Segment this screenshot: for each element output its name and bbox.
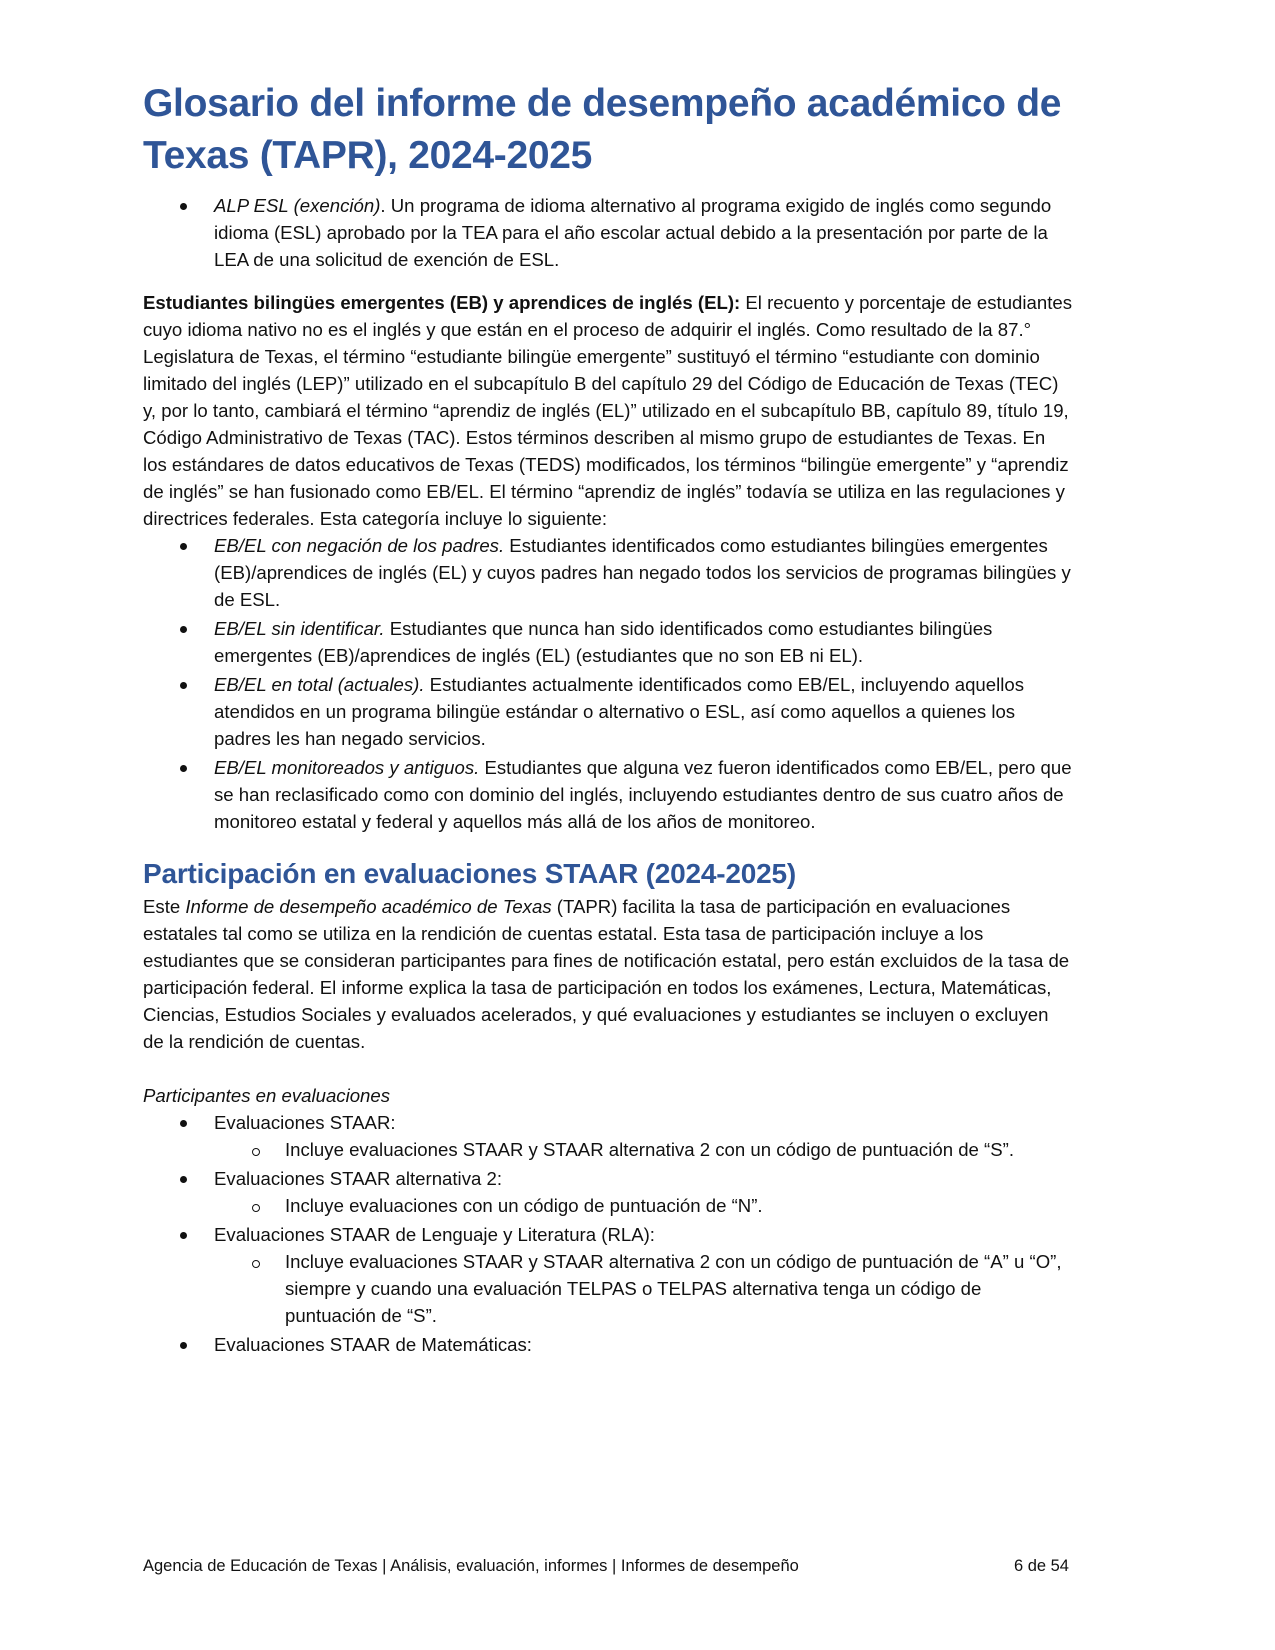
list-item: Evaluaciones STAAR alternativa 2: Incluye evaluaciones con un código de puntuación de “N”.	[214, 1165, 1073, 1219]
participants-list	[143, 1109, 1073, 1358]
bullet-icon	[180, 1232, 187, 1239]
bullet-icon	[180, 203, 187, 210]
page-footer	[143, 1555, 1073, 1577]
bullet-icon	[180, 765, 187, 772]
list-item-alp-esl: ALP ESL (exención). Un programa de idioma alternativo al programa exigido de inglés como segundo idioma (ESL) aprobado por la TEA para el año escolar actual debido a la presentación por parte de la LEA de una solicitud de exención de ESL.	[214, 192, 1073, 273]
circle-bullet-icon	[252, 1148, 260, 1156]
bullet-icon	[180, 682, 187, 689]
page-body	[143, 70, 1073, 1360]
alp-list	[143, 192, 1073, 273]
list-item: EB/EL con negación de los padres. Estudiantes identificados como estudiantes bilingües emergentes (EB)/aprendices de inglés (EL) y cuyos padres han negado todos los servicios de programas bilingües y de ESL.	[214, 532, 1073, 613]
term: ALP ESL (exención)	[214, 195, 381, 216]
list-item: Evaluaciones STAAR: Incluye evaluaciones STAAR y STAAR alternativa 2 con un código de puntuación de “S”.	[214, 1109, 1073, 1163]
bullet-icon	[180, 1176, 187, 1183]
term: Estudiantes bilingües emergentes (EB) y aprendices de inglés (EL):	[143, 292, 741, 313]
section-heading: Participación en evaluaciones STAAR (2024-2025)	[143, 858, 797, 889]
list-item: Evaluaciones STAAR de Lenguaje y Literatura (RLA): Incluye evaluaciones STAAR y STAAR alternativa 2 con un código de puntuación de “A” u “O”, siempre y cuando una evaluación TELPAS o TELPAS alternativa tenga un código de puntuación de “S”.	[214, 1221, 1073, 1329]
list-item: EB/EL en total (actuales). Estudiantes actualmente identificados como EB/EL, incluyendo aquellos atendidos en un programa bilingüe estándar o alternativo o ESL, así como aquellos a quienes los padres les han negado servicios.	[214, 671, 1073, 752]
bullet-icon	[180, 626, 187, 633]
list-item: EB/EL monitoreados y antiguos. Estudiantes que alguna vez fueron identificados como EB/EL, pero que se han reclasificado como con dominio del inglés, incluyendo estudiantes dentro de sus cuatro años de monitoreo estatal y federal y aquellos más allá de los años de monitoreo.	[214, 754, 1073, 835]
sub-list-item: Incluye evaluaciones STAAR y STAAR alternativa 2 con un código de puntuación de “A” u “O”, siempre y cuando una evaluación TELPAS o TELPAS alternativa tenga un código de puntuación de “S”.	[285, 1248, 1073, 1329]
footer-text: Agencia de Educación de Texas | Análisis, evaluación, informes | Informes de desempeño	[143, 1557, 799, 1575]
eb-el-definition: Estudiantes bilingües emergentes (EB) y aprendices de inglés (EL): El recuento y porcentaje de estudiantes cuyo idioma nativo no es el inglés y que están en el proceso de adquirir el inglés. Como resultado de la 87.° Legislatura de Texas, el término “estudiante bilingüe emergente” sustituyó el término “estudiante con dominio limitado del inglés (LEP)” utilizado en el subcapítulo B del capítulo 29 del Código de Educación de Texas (TEC) y, por lo tanto, cambiará el término “aprendiz de inglés (EL)” utilizado en el subcapítulo BB, capítulo 89, título 19, Código Administrativo de Texas (TAC). Estos términos describen al mismo grupo de estudiantes de Texas. En los estándares de datos educativos de Texas (TEDS) modificados, los términos “bilingüe emergente” y “aprendiz de inglés” se han fusionado como EB/EL. El término “aprendiz de inglés” todavía se utiliza en las regulaciones y directrices federales. Esta categoría incluye lo siguiente:	[143, 292, 1073, 529]
list-item: EB/EL sin identificar. Estudiantes que nunca han sido identificados como estudiantes bilingües emergentes (EB)/aprendices de inglés (EL) (estudiantes que no son EB ni EL).	[214, 615, 1073, 669]
page-number: 6 de 54	[1013, 1557, 1069, 1575]
sub-list-item: Incluye evaluaciones STAAR y STAAR alternativa 2 con un código de puntuación de “S”.	[285, 1136, 1073, 1163]
sub-list-item: Incluye evaluaciones con un código de puntuación de “N”.	[285, 1192, 1073, 1219]
list-item: Evaluaciones STAAR de Matemáticas:	[214, 1331, 1073, 1358]
bullet-icon	[180, 543, 187, 550]
bullet-icon	[180, 1342, 187, 1349]
subheading: Participantes en evaluaciones	[143, 1085, 391, 1106]
staar-intro: Este Informe de desempeño académico de Texas (TAPR) facilita la tasa de participación en evaluaciones estatales tal como se utiliza en la rendición de cuentas estatal. Esta tasa de participación incluye a los estudiantes que se consideran participantes para fines de notificación estatal, pero están excluidos de la tasa de participación federal. El informe explica la tasa de participación en todos los exámenes, Lectura, Matemáticas, Ciencias, Estudios Sociales y evaluados acelerados, y qué evaluaciones y estudiantes se incluyen o excluyen de la rendición de cuentas.	[143, 896, 1070, 1052]
circle-bullet-icon	[252, 1260, 260, 1268]
bullet-icon	[180, 1120, 187, 1127]
page-title: Glosario del informe de desempeño académico de Texas (TAPR), 2024-2025	[143, 82, 1062, 177]
eb-el-list	[143, 532, 1073, 835]
circle-bullet-icon	[252, 1204, 260, 1212]
